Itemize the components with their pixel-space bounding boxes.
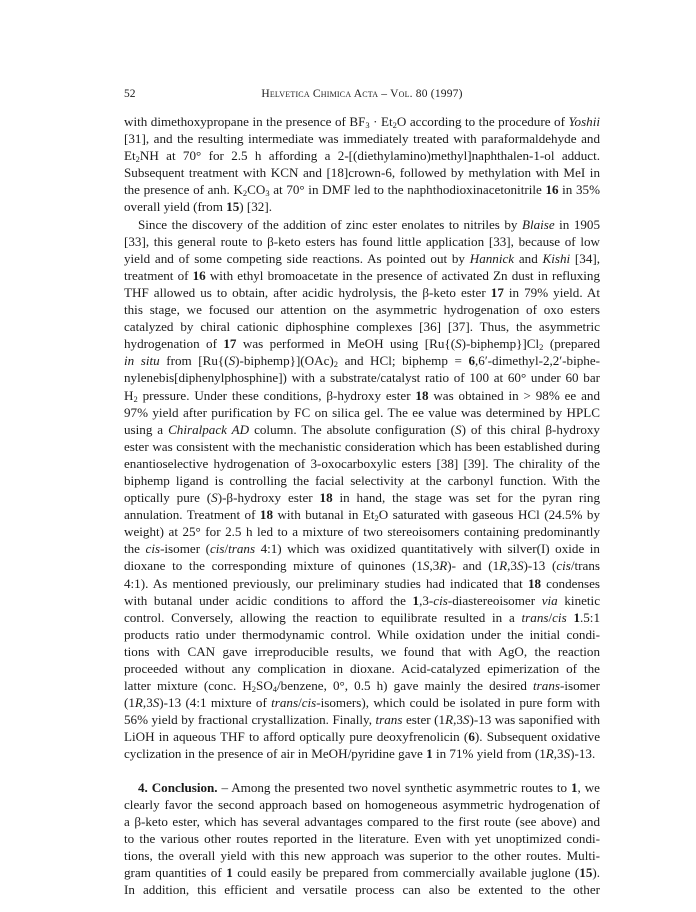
text-line: Since the discovery of the addition of zinc ester enolates to nitriles by Blaise in 1905 [138, 216, 601, 232]
text-line: [33], this general route to β-keto esters has found little application [33], because of low [124, 233, 600, 249]
text-line: biphemp ligand is controlling the facial selectivity at the carbonyl function. With the [124, 472, 600, 488]
page-header [124, 88, 600, 104]
text-line: with butanal under acidic conditions to afford the 1,3-cis-diastereoisomer via kinetic [124, 592, 601, 608]
text-line: optically pure (S)-β-hydroxy ester 18 in hand, the stage was set for the pyran ring [124, 490, 601, 506]
text-line: 56% yield by fractional crystallization. Finally, trans ester (1R,3S)-13 was saponified with [124, 712, 601, 728]
text-line: with dimethoxypropane in the presence of $BF_3 \cdot Et_2O$ according to the procedure of Yoshii [124, 114, 600, 130]
text-line: $H_2$ pressure. Under these conditions, β-hydroxy ester 18 was obtained in > 98% ee and [124, 387, 600, 404]
text-line: using a Chiralpack AD column. The absolute configuration (S) of this chiral β-hydroxy [124, 421, 600, 437]
page-number: 52 [124, 88, 136, 100]
paragraph-1 [124, 113, 600, 216]
text-line: in situ from $[Ru\{(S)-biphemp\}](OAc)_2$ and HCl; biphemp = 6,6′-dimethyl-2,2′-biphe- [124, 353, 600, 370]
text-line: [31], and the resulting intermediate was immediately treated with paraformaldehyde and [124, 131, 600, 147]
text-line: weight) at 25° for 2.5 h led to a mixture of two stereoisomers containing predominantly [124, 524, 600, 540]
text-line: a β-keto ester, which has several advantages compared to the first route (see above) and [124, 813, 600, 829]
text-line: treatment of 16 with ethyl bromoacetate in the presence of activated Zn dust in refluxing [124, 267, 600, 283]
text-line: proceeded without any complication in dioxane. Acid-catalyzed epimerization of the [124, 661, 600, 676]
text-line: tions, the overall yield with this new approach was superior to the other routes. Multi- [124, 847, 600, 863]
text-line: tions with CAN gave irreproducible results, we found that with AgO, the reaction [124, 643, 600, 659]
text-line: to the various other routes reported in the literature. Even with yet unoptimized condi- [124, 830, 600, 846]
text-line: In addition, this efficient and versatile process can also be extented to the other [124, 882, 600, 898]
text-line: the cis-isomer (cis/trans 4:1) which was oxidized quantitatively with silver(I) oxide in [124, 541, 600, 557]
text-line: 97% yield after purification by FC on silica gel. The ee value was determined by HPLC [124, 404, 600, 420]
running-title: Helvetica Chimica Acta – Vol. 80 (1997) [261, 88, 463, 100]
text-line: control. Conversely, allowing the reaction to equilibrate resulted in a trans/cis 1.5:1 [124, 609, 600, 625]
text-line: 4. Conclusion. – Among the presented two novel synthetic asymmetric routes to 1, we [138, 779, 600, 795]
text-line: the presence of anh. $K_2CO_3$ at 70° in DMF led to the naphthodioxinacetonitrile 16 in 35% [124, 182, 600, 199]
text-line: cyclization in the presence of air in MeOH/pyridine gave 1 in 71% yield from (1R,3S)-13. [124, 746, 596, 762]
text-line: THF allowed us to obtain, after acidic hydrolysis, the β-keto ester 17 in 79% yield. At [124, 284, 601, 300]
text-line: enantioselective hydrogenation of 3-oxocarboxylic esters [38] [39]. The chirality of the [124, 455, 600, 471]
text-line: catalyzed by chiral cationic diphosphine complexes [36] [37]. Thus, the asymmetric [124, 319, 600, 335]
text-line: 4:1). As mentioned previously, our preliminary studies had indicated that 18 condenses [124, 575, 600, 591]
text-line: Subsequent treatment with KCN and [18]crown-6, followed by methylation with MeI in [124, 165, 600, 181]
text-line: latter mixture (conc. $H_2SO_4$/benzene, 0°, 0.5 h) gave mainly the desired trans-isomer [124, 678, 600, 695]
text-line: this stage, we focused our attention on the asymmetric hydrogenation of oxo esters [124, 302, 600, 318]
text-line: overall yield (from 15) [32]. [124, 199, 272, 215]
text-line: $Et_2NH$ at 70° for 2.5 h affording a 2-[(diethylamino)methyl]naphthalen-1-ol adduct. [124, 148, 600, 165]
text-line: LiOH in aqueous THF to afford optically pure deoxyfrenolicin (6). Subsequent oxidative [124, 729, 601, 745]
text-line: clearly favor the second approach based on homogeneous asymmetric hydrogenation of [124, 796, 600, 812]
text-line: products ratio under thermodynamic control. While oxidation under the initial condi- [124, 626, 600, 642]
body-text [124, 113, 600, 898]
text-line: dioxane to the corresponding mixture of quinones (1S,3R)- and (1R,3S)-13 (cis/trans [124, 558, 600, 574]
text-line: nylenebis[diphenylphosphine]) with a substrate/catalyst ratio of 100 at 60° under 60 bar [124, 370, 600, 386]
paragraph-2 [124, 216, 600, 763]
text-line: annulation. Treatment of 18 with butanal in $Et_2O$ saturated with gaseous HCl (24.5% by [124, 507, 600, 524]
text-line: hydrogenation of 17 was performed in MeOH using $[Ru\{(S)-biphemp\}]Cl_2$ (prepared [124, 336, 600, 353]
text-line: (1R,3S)-13 (4:1 mixture of trans/cis-isomers), which could be isolated in pure form with [124, 695, 600, 711]
text-line: yield and of some competing side reactions. As pointed out by Hannick and Kishi [34], [124, 250, 601, 266]
text-line: gram quantities of 1 could easily be prepared from commercially available juglone (15). [124, 865, 601, 881]
paragraph-conclusion [124, 779, 600, 899]
text-line: ester was consistent with the mechanistic consideration which has been established during [124, 438, 600, 454]
